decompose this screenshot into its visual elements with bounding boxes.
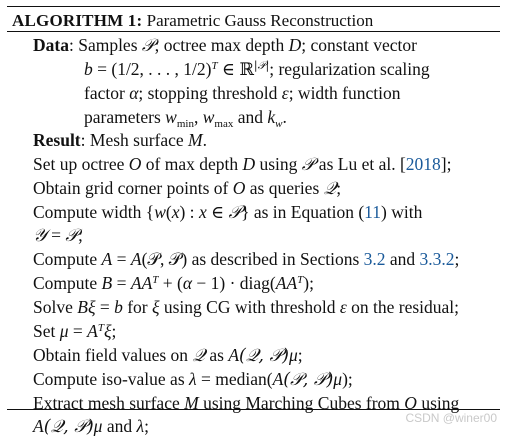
- step-extract-mesh-cont: [33, 416, 149, 438]
- data-text: ; constant vector: [301, 35, 417, 55]
- step-text: Solve: [33, 297, 78, 317]
- math-symbol: A: [228, 345, 240, 365]
- bottom-rule: [7, 409, 500, 410]
- section-link-3-2[interactable]: 3.2: [363, 249, 386, 269]
- math-superscript: T: [297, 274, 304, 286]
- data-text: parameters: [84, 107, 166, 127]
- step-text: ;: [77, 225, 83, 245]
- equation-link[interactable]: 11: [364, 202, 382, 222]
- data-line-2: [84, 59, 430, 80]
- math-symbol: O: [404, 393, 417, 413]
- data-text: ; stopping threshold: [138, 83, 282, 103]
- data-text: ,: [193, 107, 203, 127]
- math-symbol: D: [288, 35, 302, 55]
- math-symbol: A: [87, 321, 98, 341]
- step-grid-corners: [33, 178, 341, 200]
- step-text: using Marching Cubes from: [198, 393, 405, 413]
- step-text: Compute width {: [33, 202, 155, 222]
- data-line-1: [33, 35, 417, 57]
- math-symbol: α: [182, 273, 193, 293]
- math-symbol: 𝒫: [228, 203, 242, 223]
- math-symbol: w: [165, 107, 177, 127]
- math-symbol: O: [128, 154, 142, 174]
- step-text: Compute iso-value as: [33, 369, 190, 389]
- math-symbol: 𝒴: [33, 226, 47, 246]
- step-text: using CG with threshold: [159, 297, 340, 317]
- math-symbol: μ: [59, 321, 69, 341]
- step-text: ;: [297, 345, 303, 365]
- math-symbol: w: [202, 107, 215, 127]
- top-rule: [7, 6, 500, 7]
- data-text: : Samples: [68, 35, 142, 55]
- step-text: ;: [111, 321, 117, 341]
- math-superscript: |𝒫|: [253, 59, 270, 72]
- step-compute-width-cont: [33, 225, 83, 247]
- step-text: =: [112, 249, 131, 269]
- math-symbol: k: [267, 107, 276, 127]
- math-symbol: α: [129, 83, 139, 103]
- data-text: ; regularization scaling: [269, 59, 430, 79]
- citation-link[interactable]: 2018: [405, 154, 441, 174]
- step-text: using: [255, 154, 302, 174]
- math-symbol: μ: [93, 416, 103, 436]
- step-text: Obtain grid corner points of: [33, 178, 233, 198]
- math-symbol: M: [184, 393, 199, 413]
- step-text: for: [122, 297, 152, 317]
- math-symbol: ε: [281, 83, 289, 103]
- title-rule: [7, 31, 500, 32]
- math-symbol: D: [242, 154, 256, 174]
- data-heading: Data: [33, 35, 69, 55]
- step-text: as Lu et al. [: [314, 154, 406, 174]
- math-text: = (1/2, . . . , 1/2): [92, 59, 212, 79]
- step-text: Set up octree: [33, 154, 129, 174]
- step-text: Compute: [33, 273, 102, 293]
- math-symbol: AA: [130, 273, 153, 293]
- math-symbol: x: [198, 202, 207, 222]
- math-symbol: 𝒬: [323, 179, 337, 199]
- algorithm-label: ALGORITHM 1:: [12, 11, 143, 30]
- step-text: and: [102, 416, 137, 436]
- math-subscript: w: [275, 118, 283, 130]
- step-text: ∈: [206, 202, 229, 222]
- math-symbol: b: [114, 297, 123, 317]
- math-symbol: 𝒫: [141, 36, 155, 56]
- math-text: (𝒬, 𝒫): [43, 417, 94, 437]
- step-setup-octree: [33, 154, 451, 176]
- step-text: (: [165, 202, 172, 222]
- math-symbol: A: [101, 249, 113, 269]
- math-superscript: T: [211, 60, 218, 72]
- step-text: and: [385, 249, 420, 269]
- math-symbol: B: [101, 273, 113, 293]
- math-symbol: A: [33, 416, 44, 436]
- math-symbol: M: [188, 130, 203, 150]
- math-symbol: ε: [339, 297, 347, 317]
- step-text: using: [416, 393, 460, 413]
- math-text: (𝒬, 𝒫): [239, 346, 289, 366]
- step-text: = median(: [196, 369, 273, 389]
- result-text: : Mesh surface: [80, 130, 189, 150]
- step-text: as: [204, 345, 229, 365]
- step-field-values: [33, 345, 303, 367]
- math-symbol: 𝒫: [65, 226, 78, 246]
- data-text: and: [233, 107, 268, 127]
- step-text: =: [46, 225, 66, 245]
- data-line-4: [84, 107, 287, 128]
- step-text: Extract mesh surface: [33, 393, 185, 413]
- step-text: ) with: [381, 202, 423, 222]
- step-set-mu: [33, 321, 116, 342]
- math-symbol: Bξ: [77, 297, 96, 317]
- math-symbol: b: [84, 59, 93, 79]
- math-symbol: w: [154, 202, 166, 222]
- step-text: Set: [33, 321, 60, 341]
- step-text: ;: [454, 249, 460, 269]
- algorithm-title: [12, 11, 373, 30]
- math-text: (𝒫, 𝒫): [283, 370, 334, 390]
- watermark: CSDN @winer00: [405, 411, 497, 425]
- step-text: of max depth: [141, 154, 243, 174]
- step-text: − 1) · diag(: [192, 273, 276, 293]
- step-text: =: [112, 273, 131, 293]
- step-text: =: [68, 321, 88, 341]
- result-text: .: [202, 130, 207, 150]
- data-text: .: [282, 107, 287, 127]
- step-text: );: [342, 369, 353, 389]
- math-symbol: ξ: [104, 321, 112, 341]
- math-symbol: 𝒫: [301, 155, 315, 175]
- math-symbol: 𝒬: [192, 346, 205, 366]
- math-symbol: μ: [288, 345, 298, 365]
- step-text: Obtain field values on: [33, 345, 193, 365]
- math-symbol: O: [232, 178, 246, 198]
- math-symbol: λ: [136, 416, 145, 436]
- step-compute-B: [33, 273, 314, 294]
- step-text: (𝒫, 𝒫) as described in Sections: [141, 249, 364, 269]
- data-line-3: [84, 83, 400, 104]
- math-subscript: min: [176, 118, 194, 130]
- step-text: + (: [158, 273, 183, 293]
- step-text: =: [95, 297, 115, 317]
- algorithm-name: Parametric Gauss Reconstruction: [146, 11, 374, 30]
- math-symbol: A: [130, 249, 142, 269]
- result-line: [33, 130, 207, 151]
- data-text: ; width function: [288, 83, 401, 103]
- math-symbol: AA: [275, 273, 298, 293]
- step-compute-width: [33, 202, 422, 224]
- data-text: ; octree max depth: [154, 35, 289, 55]
- data-text: factor: [84, 83, 130, 103]
- step-text: ];: [440, 154, 452, 174]
- math-symbol: A: [272, 369, 284, 389]
- step-text: on the residual;: [346, 297, 459, 317]
- math-text: ∈ ℝ: [217, 59, 254, 79]
- math-superscript: T: [97, 322, 104, 334]
- math-symbol: λ: [189, 369, 197, 389]
- step-text: );: [303, 273, 314, 293]
- math-superscript: T: [152, 274, 159, 286]
- step-text: ;: [336, 178, 342, 198]
- step-iso-value: [33, 369, 353, 391]
- math-subscript: max: [214, 118, 234, 130]
- section-link-3-3-2[interactable]: 3.3.2: [419, 249, 455, 269]
- step-text: Compute: [33, 249, 102, 269]
- result-heading: Result: [33, 130, 81, 150]
- step-compute-A: [33, 249, 459, 270]
- math-symbol: x: [171, 202, 180, 222]
- step-solve: [33, 297, 459, 318]
- step-text: ) :: [179, 202, 199, 222]
- math-symbol: μ: [333, 369, 343, 389]
- step-extract-mesh: [33, 393, 459, 414]
- math-symbol: ξ: [151, 297, 160, 317]
- step-text: ;: [144, 416, 149, 436]
- step-text: } as in Equation (: [241, 202, 365, 222]
- step-text: as queries: [245, 178, 324, 198]
